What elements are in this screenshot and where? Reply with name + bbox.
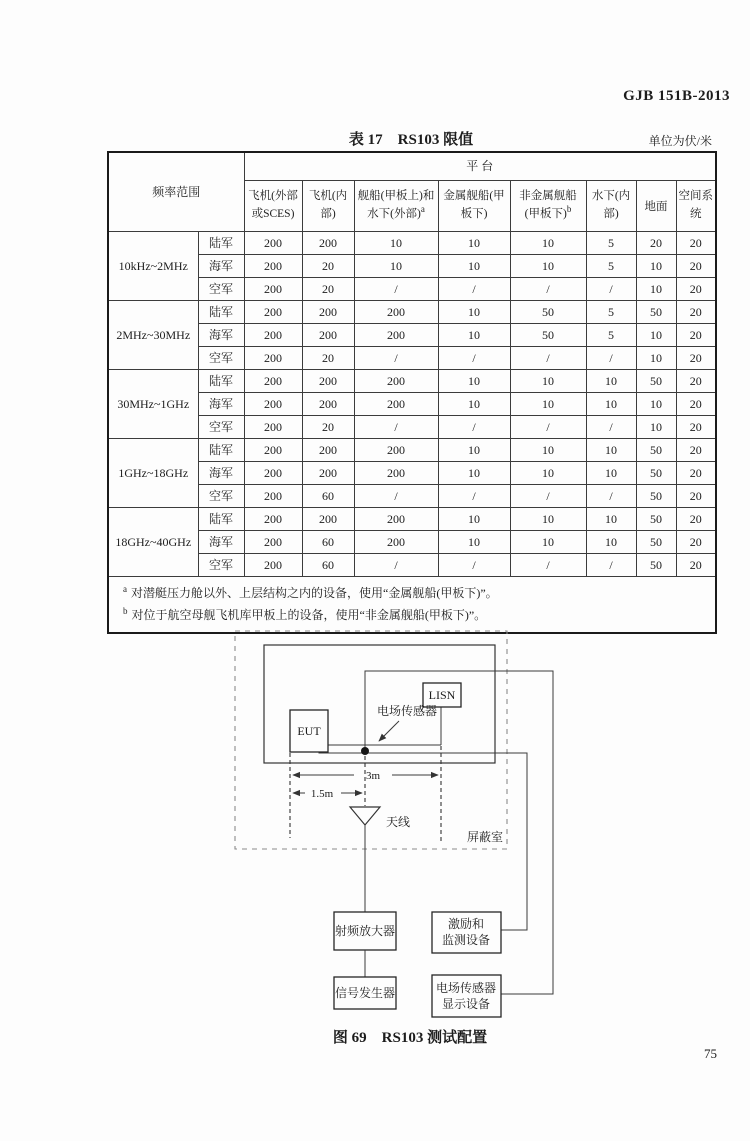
freq-range-cell: 18GHz~40GHz	[108, 508, 198, 577]
col-header	[354, 181, 438, 232]
limit-value-cell: 20	[676, 462, 716, 485]
figure-caption: 图 69 RS103 测试配置	[332, 1030, 488, 1046]
limit-value-cell: 20	[676, 347, 716, 370]
col-header	[676, 181, 716, 232]
limit-value-cell: 200	[244, 462, 302, 485]
limit-value-cell: 200	[244, 301, 302, 324]
limit-value-cell: 10	[438, 508, 510, 531]
limit-value-cell: 200	[354, 370, 438, 393]
limit-value-cell: 20	[676, 370, 716, 393]
limit-value-cell: /	[354, 278, 438, 301]
service-cell: 陆军	[198, 232, 244, 255]
limit-value-cell: 200	[354, 324, 438, 347]
limit-value-cell: 200	[302, 393, 354, 416]
limit-value-cell: 200	[354, 393, 438, 416]
limit-value-cell: 200	[244, 347, 302, 370]
col-header-label: 飞机(外部或SCES)	[248, 190, 298, 220]
service-cell: 陆军	[198, 370, 244, 393]
limit-value-cell: 10	[438, 531, 510, 554]
doc-code: GJB 151B-2013	[623, 88, 730, 104]
limit-value-cell: 10	[438, 255, 510, 278]
limit-value-cell: /	[586, 278, 636, 301]
table-row	[108, 255, 716, 278]
limit-value-cell: 10	[510, 508, 586, 531]
efield-sensor-dot	[361, 747, 369, 755]
limit-value-cell: /	[510, 485, 586, 508]
limit-value-cell: 10	[636, 255, 676, 278]
limit-value-cell: 10	[510, 439, 586, 462]
limit-value-cell: /	[354, 485, 438, 508]
limit-value-cell: 10	[586, 439, 636, 462]
freq-range-cell: 10kHz~2MHz	[108, 232, 198, 301]
table-row	[108, 347, 716, 370]
limit-value-cell: 200	[244, 324, 302, 347]
limit-value-cell: 5	[586, 232, 636, 255]
limit-value-cell: 10	[438, 370, 510, 393]
limit-value-cell: /	[510, 554, 586, 577]
limit-value-cell: 20	[676, 485, 716, 508]
limit-value-cell: /	[354, 416, 438, 439]
limit-value-cell: 50	[636, 370, 676, 393]
col-header-sup: a	[420, 204, 425, 215]
limit-value-cell: 60	[302, 531, 354, 554]
limit-value-cell: 20	[302, 347, 354, 370]
efield-sensor-label: 电场传感器	[376, 704, 438, 718]
service-cell: 海军	[198, 393, 244, 416]
service-cell: 空军	[198, 278, 244, 301]
limit-value-cell: 200	[244, 508, 302, 531]
limit-value-cell: 5	[586, 301, 636, 324]
limit-value-cell: 5	[586, 324, 636, 347]
freq-range-header: 频率范围	[108, 152, 244, 232]
service-cell: 陆军	[198, 508, 244, 531]
limit-value-cell: 50	[636, 554, 676, 577]
col-header-label: 舰船(甲板上)和水下(外部)	[357, 190, 435, 220]
limit-value-cell: 60	[302, 485, 354, 508]
limit-value-cell: 50	[636, 439, 676, 462]
limit-value-cell: 10	[636, 347, 676, 370]
limit-value-cell: /	[510, 347, 586, 370]
col-header	[244, 181, 302, 232]
rs103-limits-table	[107, 151, 717, 634]
limit-value-cell: 200	[302, 370, 354, 393]
limit-value-cell: /	[354, 347, 438, 370]
limit-value-cell: 200	[302, 439, 354, 462]
limit-value-cell: 10	[438, 232, 510, 255]
limit-value-cell: 20	[676, 416, 716, 439]
service-cell: 空军	[198, 554, 244, 577]
limit-value-cell: /	[438, 416, 510, 439]
service-cell: 陆军	[198, 301, 244, 324]
table-row	[108, 531, 716, 554]
col-header-label: 飞机(内部)	[308, 190, 348, 220]
limit-value-cell: 10	[438, 439, 510, 462]
limit-value-cell: 200	[302, 324, 354, 347]
limit-value-cell: 20	[302, 416, 354, 439]
limit-value-cell: 50	[510, 301, 586, 324]
service-cell: 海军	[198, 531, 244, 554]
stim-monitor-label-2: 监测设备	[441, 933, 491, 947]
table-row	[108, 278, 716, 301]
limit-value-cell: 10	[636, 324, 676, 347]
footnote-b-sup: b	[123, 606, 128, 616]
stim-monitor-label-1: 激励和	[447, 917, 485, 931]
limit-value-cell: 10	[438, 393, 510, 416]
antenna-icon	[350, 807, 380, 825]
dim-3m-label: 3m	[365, 770, 381, 782]
limit-value-cell: 10	[438, 462, 510, 485]
table-row	[108, 324, 716, 347]
limit-value-cell: 10	[586, 462, 636, 485]
limit-value-cell: 5	[586, 255, 636, 278]
limit-value-cell: 10	[636, 416, 676, 439]
footnote-b-text: 对位于航空母舰飞机库甲板上的设备，使用“非金属舰船(甲板下)”。	[131, 608, 487, 622]
limit-value-cell: /	[438, 554, 510, 577]
col-header	[438, 181, 510, 232]
limit-value-cell: /	[510, 416, 586, 439]
limit-value-cell: /	[438, 278, 510, 301]
limits-table-body	[108, 232, 716, 577]
col-header	[510, 181, 586, 232]
limit-value-cell: 200	[354, 439, 438, 462]
table-row	[108, 554, 716, 577]
limit-value-cell: 20	[676, 554, 716, 577]
table-row	[108, 232, 716, 255]
limit-value-cell: 50	[636, 462, 676, 485]
limit-value-cell: 10	[510, 393, 586, 416]
limit-value-cell: 10	[510, 462, 586, 485]
limit-value-cell: 200	[302, 462, 354, 485]
figure-canvas	[0, 625, 750, 1025]
sensor-display-label-2: 显示设备	[441, 997, 491, 1011]
limit-value-cell: 200	[244, 370, 302, 393]
limit-value-cell: /	[586, 416, 636, 439]
table-row	[108, 301, 716, 324]
footnote-a	[123, 582, 705, 604]
signal-generator-label: 信号发生器	[334, 986, 396, 1000]
limit-value-cell: 200	[244, 232, 302, 255]
table-header-row-1	[108, 152, 716, 181]
limit-value-cell: 50	[636, 531, 676, 554]
limit-value-cell: 20	[302, 278, 354, 301]
limit-value-cell: 10	[586, 531, 636, 554]
col-header-label: 非金属舰船(甲板下)	[519, 190, 577, 220]
limit-value-cell: 10	[510, 531, 586, 554]
limit-value-cell: /	[510, 278, 586, 301]
page-number: 75	[704, 1046, 717, 1061]
limit-value-cell: 50	[636, 301, 676, 324]
limit-value-cell: 50	[636, 485, 676, 508]
lisn-label: LISN	[428, 688, 456, 702]
limit-value-cell: /	[438, 347, 510, 370]
limit-value-cell: 20	[676, 393, 716, 416]
limit-value-cell: 10	[636, 278, 676, 301]
freq-range-cell: 30MHz~1GHz	[108, 370, 198, 439]
antenna-label: 天线	[386, 815, 411, 829]
limit-value-cell: 10	[510, 370, 586, 393]
table-row	[108, 508, 716, 531]
limit-value-cell: 10	[354, 255, 438, 278]
limit-value-cell: 20	[676, 439, 716, 462]
limit-value-cell: 200	[354, 531, 438, 554]
limit-value-cell: /	[586, 347, 636, 370]
limit-value-cell: 10	[586, 508, 636, 531]
limit-value-cell: /	[438, 485, 510, 508]
platform-group-header: 平 台	[244, 152, 716, 181]
table-row	[108, 462, 716, 485]
unit-note: 单位为伏/米	[648, 134, 712, 148]
table-wrapper	[107, 151, 717, 634]
limit-value-cell: 10	[438, 301, 510, 324]
col-header-label: 空间系统	[678, 190, 714, 220]
table-row	[108, 485, 716, 508]
limit-value-cell: 20	[676, 255, 716, 278]
service-cell: 空军	[198, 347, 244, 370]
col-header-label: 金属舰船(甲板下)	[443, 190, 505, 220]
table-row	[108, 370, 716, 393]
col-header	[586, 181, 636, 232]
limit-value-cell: 200	[244, 485, 302, 508]
footnote-a-sup: a	[123, 584, 127, 594]
service-cell: 空军	[198, 416, 244, 439]
sensor-display-label-1: 电场传感器	[435, 981, 497, 995]
limit-value-cell: 20	[636, 232, 676, 255]
limit-value-cell: 200	[302, 301, 354, 324]
freq-range-cell: 1GHz~18GHz	[108, 439, 198, 508]
limit-value-cell: 200	[244, 255, 302, 278]
limit-value-cell: 20	[676, 301, 716, 324]
limit-value-cell: 10	[636, 393, 676, 416]
limit-value-cell: 20	[302, 255, 354, 278]
limit-value-cell: 50	[510, 324, 586, 347]
limit-value-cell: 10	[354, 232, 438, 255]
dim-1p5m-label: 1.5m	[310, 788, 334, 800]
limit-value-cell: 200	[354, 462, 438, 485]
rf-amplifier-label: 射频放大器	[334, 924, 396, 938]
limit-value-cell: 200	[244, 554, 302, 577]
limit-value-cell: 10	[510, 255, 586, 278]
limit-value-cell: 60	[302, 554, 354, 577]
service-cell: 海军	[198, 324, 244, 347]
limit-value-cell: 200	[244, 531, 302, 554]
limit-value-cell: /	[586, 485, 636, 508]
limit-value-cell: 10	[586, 393, 636, 416]
limit-value-cell: 200	[302, 508, 354, 531]
table-title: 表 17 RS103 限值	[348, 132, 474, 148]
limit-value-cell: 10	[586, 370, 636, 393]
limit-value-cell: 200	[244, 278, 302, 301]
service-cell: 空军	[198, 485, 244, 508]
col-header	[636, 181, 676, 232]
limit-value-cell: 10	[438, 324, 510, 347]
service-cell: 海军	[198, 462, 244, 485]
footnote-b	[123, 604, 705, 626]
limit-value-cell: 200	[302, 232, 354, 255]
limit-value-cell: 10	[510, 232, 586, 255]
shield-room-label: 屏蔽室	[466, 830, 504, 844]
col-header	[302, 181, 354, 232]
shield-room-outline	[235, 631, 507, 849]
limit-value-cell: 200	[244, 439, 302, 462]
eut-label: EUT	[297, 724, 321, 738]
rs103-test-setup-figure	[0, 625, 750, 1025]
col-header-sup: b	[566, 204, 572, 215]
col-header-label: 水下(内部)	[591, 190, 631, 220]
limit-value-cell: 50	[636, 508, 676, 531]
limit-value-cell: 20	[676, 508, 716, 531]
table-row	[108, 439, 716, 462]
limit-value-cell: 20	[676, 531, 716, 554]
limit-value-cell: /	[354, 554, 438, 577]
table-row	[108, 393, 716, 416]
limit-value-cell: 20	[676, 278, 716, 301]
limit-value-cell: 200	[244, 416, 302, 439]
footnote-a-text: 对潜艇压力舱以外、上层结构之内的设备，使用“金属舰船(甲板下)”。	[131, 586, 498, 600]
limit-value-cell: 20	[676, 324, 716, 347]
service-cell: 海军	[198, 255, 244, 278]
limit-value-cell: /	[586, 554, 636, 577]
table-row	[108, 416, 716, 439]
freq-range-cell: 2MHz~30MHz	[108, 301, 198, 370]
limit-value-cell: 200	[354, 301, 438, 324]
limit-value-cell: 200	[354, 508, 438, 531]
efield-sensor-arrow	[379, 721, 399, 741]
service-cell: 陆军	[198, 439, 244, 462]
limit-value-cell: 200	[244, 393, 302, 416]
col-header-label: 地面	[644, 201, 668, 214]
limit-value-cell: 20	[676, 232, 716, 255]
